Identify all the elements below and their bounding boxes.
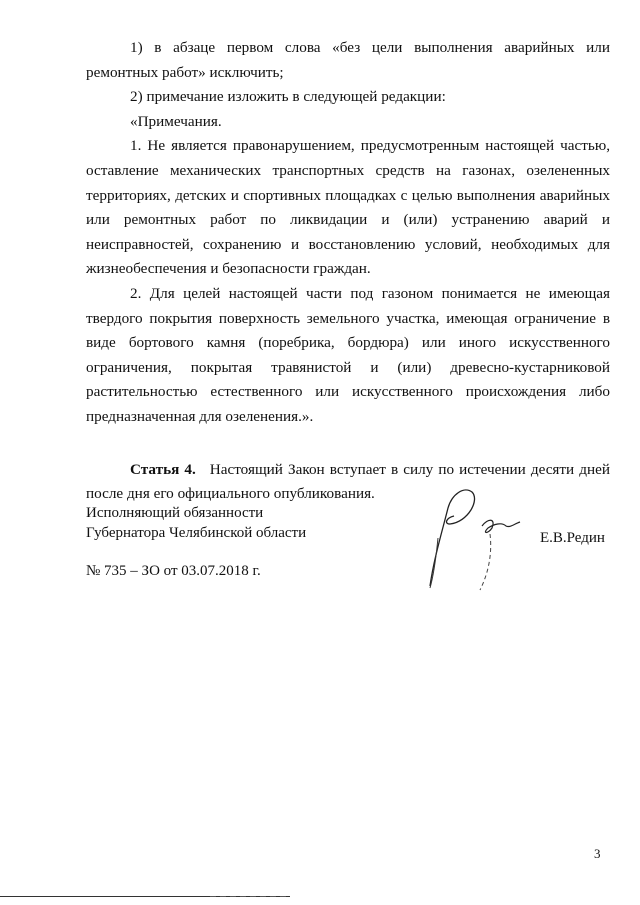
article-text: Настоящий Закон вступает в силу по истечении десяти дней после дня его официального опубликования. [86,460,610,503]
paragraph-amendment-1: 1) в абзаце первом слова «без цели выполнения аварийных или ремонтных работ» исключить; [86,39,610,81]
document-body [86,36,610,507]
paragraph-amendment-2: 2) примечание изложить в следующей редакции: [130,88,446,106]
page-number: 3 [594,846,601,861]
signer-position-line2: Губернатора Челябинской области [86,525,307,541]
bottom-rule-dashed [210,896,290,897]
article-label: Статья 4. [130,460,196,478]
signer-name: Е.В.Редин [540,530,605,546]
paragraph-notes-heading: «Примечания. [130,112,222,130]
signer-position-line1: Исполняющий обязанности [86,505,264,521]
handwritten-signature [408,478,528,598]
law-number: № 735 – ЗО от 03.07.2018 г. [86,563,261,579]
paragraph-note-2: 2. Для целей настоящей части под газоном понимается не имеющая твердого покрытия поверхность земельного участка, имеющая ограничение в виде бортового камня (поребрика, бордюра) или иного искусственного ограничения, покрытая травянистой и (или) древесно-кустарниковой растительностью естественного или искусственного происхождения либо предназначенная для озеленения.». [86,284,610,425]
paragraph-note-1: 1. Не является правонарушением, предусмотренным настоящей частью, оставление механических транспортных средств на газонах, озелененных территориях, детских и спортивных площадках с целью выполнения аварийных или ремонтных работ по ликвидации и (или) устранению аварий и неисправностей, сохранению и восстановлению условий, необходимых для жизнеобеспечения и безопасности граждан. [86,137,610,278]
article-4 [86,458,610,507]
signer-position [86,503,306,543]
